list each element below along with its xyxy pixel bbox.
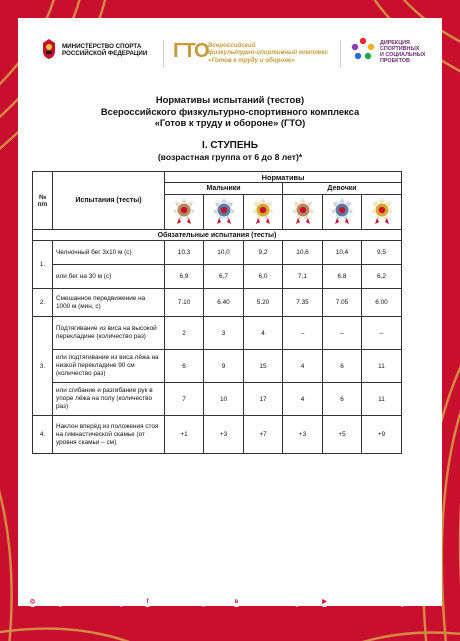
- norm-value: 10,3: [165, 241, 204, 265]
- stage-age-group: (возрастная группа от 6 до 8 лет)*: [157, 152, 303, 162]
- ministry-line-2: РОССИЙСКОЙ ФЕДЕРАЦИИ: [62, 50, 148, 58]
- title-line-2: Всероссийского физкультурно-спортивного комплекса: [100, 105, 360, 117]
- badge-gold-icon: [362, 195, 402, 230]
- title-line-1: Нормативы испытаний (тестов): [155, 94, 305, 105]
- norm-value: 7,1: [283, 265, 323, 289]
- test-name: Подтягивание из виса на высокой перекладине (количество раз): [53, 317, 165, 350]
- directorate-line-4: ПРОЕКТОВ: [380, 58, 410, 64]
- norm-value: 6,0: [244, 265, 283, 289]
- norm-value: +5: [323, 416, 362, 454]
- norm-value: 9,5: [362, 241, 402, 265]
- stage-title: I. СТУПЕНЬ: [202, 140, 258, 151]
- norm-value: –: [283, 317, 323, 350]
- norm-value: 3: [204, 317, 244, 350]
- norm-value: 7: [165, 383, 204, 416]
- table-row: [33, 241, 402, 265]
- gto-name: [208, 42, 328, 64]
- table-row: [33, 383, 402, 416]
- facebook-icon: f: [143, 598, 152, 607]
- facebook-link[interactable]: [143, 598, 214, 607]
- badge-bronze-icon: [165, 195, 204, 230]
- col-girls-header: Девочки: [283, 183, 402, 195]
- gto-line-3: «Готов к труду и обороне»: [208, 56, 295, 64]
- norm-value: 6.40: [204, 289, 244, 317]
- norm-value: 6: [323, 350, 362, 383]
- norm-value: 9,2: [244, 241, 283, 265]
- norm-value: 6,9: [165, 265, 204, 289]
- norm-value: 11: [362, 350, 402, 383]
- directorate-line-1: ДИРЕКЦИЯ: [380, 40, 410, 46]
- norm-value: –: [323, 317, 362, 350]
- norm-value: +9: [362, 416, 402, 454]
- norm-value: 10,6: [283, 241, 323, 265]
- title-line-3: «Готов к труду и обороне» (ГТО): [154, 117, 306, 128]
- directorate-line-3: И СОЦИАЛЬНЫХ: [380, 52, 426, 58]
- test-name: или подтягивание из виса лёжа на низкой перекладине 90 см (количество раз): [53, 350, 165, 383]
- test-name: или бег на 30 м (с): [53, 265, 165, 289]
- norm-value: 4: [244, 317, 283, 350]
- directorate-name: [380, 40, 426, 64]
- norms-table: [32, 171, 402, 454]
- norm-value: 5.20: [244, 289, 283, 317]
- norm-value: 11: [362, 383, 402, 416]
- ministry-line-1: МИНИСТЕРСТВО СПОРТА: [62, 43, 142, 50]
- table-row: [33, 317, 402, 350]
- header-divider: [340, 40, 341, 68]
- gto-logo-mark: ГТО: [173, 40, 209, 62]
- footer-social-links: [0, 598, 460, 618]
- col-number-header: № п/п: [33, 172, 53, 230]
- col-norms-header: Нормативы: [165, 172, 402, 183]
- gto-line-1: Всероссийский: [208, 42, 256, 49]
- norm-value: 6.00: [362, 289, 402, 317]
- table-row: [33, 265, 402, 289]
- directorate-line-2: СПОРТИВНЫХ: [380, 46, 420, 52]
- norm-value: 15: [244, 350, 283, 383]
- stage-heading: [18, 140, 442, 163]
- norm-value: +1: [165, 416, 204, 454]
- norm-value: 6: [323, 383, 362, 416]
- ministry-name: [62, 43, 147, 58]
- test-name: или сгибание и разгибание рук в упоре лёжа на полу (количество раз): [53, 383, 165, 416]
- vk-text: Vk.com/vfsk_gto: [244, 598, 308, 607]
- norm-value: 7.10: [165, 289, 204, 317]
- badge-bronze-icon: [283, 195, 323, 230]
- section-mandatory: Обязательные испытания (тесты): [33, 230, 402, 241]
- norm-value: 7.05: [323, 289, 362, 317]
- badge-gold-icon: [244, 195, 283, 230]
- youtube-text: Youtube.com/vfskgtorussia: [332, 598, 437, 607]
- norm-value: 17: [244, 383, 283, 416]
- instagram-text: Instagram.com/vfsk_gto: [40, 598, 133, 607]
- row-number: 1.: [33, 241, 53, 289]
- norm-value: 6,8: [323, 265, 362, 289]
- row-number: 3.: [33, 317, 53, 416]
- gto-line-2: физкультурно-спортивный комплекс: [208, 49, 328, 57]
- norm-value: +3: [283, 416, 323, 454]
- document-sheet: [18, 18, 442, 606]
- badge-silver-icon: [323, 195, 362, 230]
- col-boys-header: Мальчики: [165, 183, 283, 195]
- directorate-star-icon: [350, 36, 376, 62]
- norm-value: +7: [244, 416, 283, 454]
- vk-link[interactable]: [232, 598, 308, 607]
- instagram-icon: ◎: [29, 599, 36, 605]
- norm-value: 6,2: [362, 265, 402, 289]
- table-row: [33, 416, 402, 454]
- test-name: Наклон вперёд из положения стоя на гимнастической скамье (от уровня скамьи – см): [53, 416, 165, 454]
- youtube-link[interactable]: [320, 598, 437, 607]
- norm-value: 6: [165, 350, 204, 383]
- badge-silver-icon: [204, 195, 244, 230]
- table-row: [33, 350, 402, 383]
- row-number: 2.: [33, 289, 53, 317]
- norm-value: 4: [283, 350, 323, 383]
- norm-value: 2: [165, 317, 204, 350]
- vk-icon: в: [232, 598, 241, 607]
- document-title: [18, 94, 442, 129]
- norm-value: 6,7: [204, 265, 244, 289]
- facebook-text: Fb.com/vfskgto: [155, 598, 215, 607]
- norm-value: 9: [204, 350, 244, 383]
- norm-value: 10,4: [323, 241, 362, 265]
- row-number: 4.: [33, 416, 53, 454]
- header: [18, 18, 442, 78]
- youtube-icon: ▶: [320, 598, 329, 607]
- instagram-link[interactable]: [28, 598, 132, 607]
- col-test-header: Испытания (тесты): [53, 172, 165, 230]
- table-row: [33, 289, 402, 317]
- ministry-emblem-icon: [40, 38, 58, 60]
- test-name: Смешанное передвижение на 1000 м (мин, с): [53, 289, 165, 317]
- norm-value: 4: [283, 383, 323, 416]
- norm-value: 10,0: [204, 241, 244, 265]
- norm-value: 10: [204, 383, 244, 416]
- norm-value: 7.35: [283, 289, 323, 317]
- norm-value: +3: [204, 416, 244, 454]
- norm-value: –: [362, 317, 402, 350]
- test-name: Челночный бег 3х10 м (с): [53, 241, 165, 265]
- header-divider: [163, 40, 164, 68]
